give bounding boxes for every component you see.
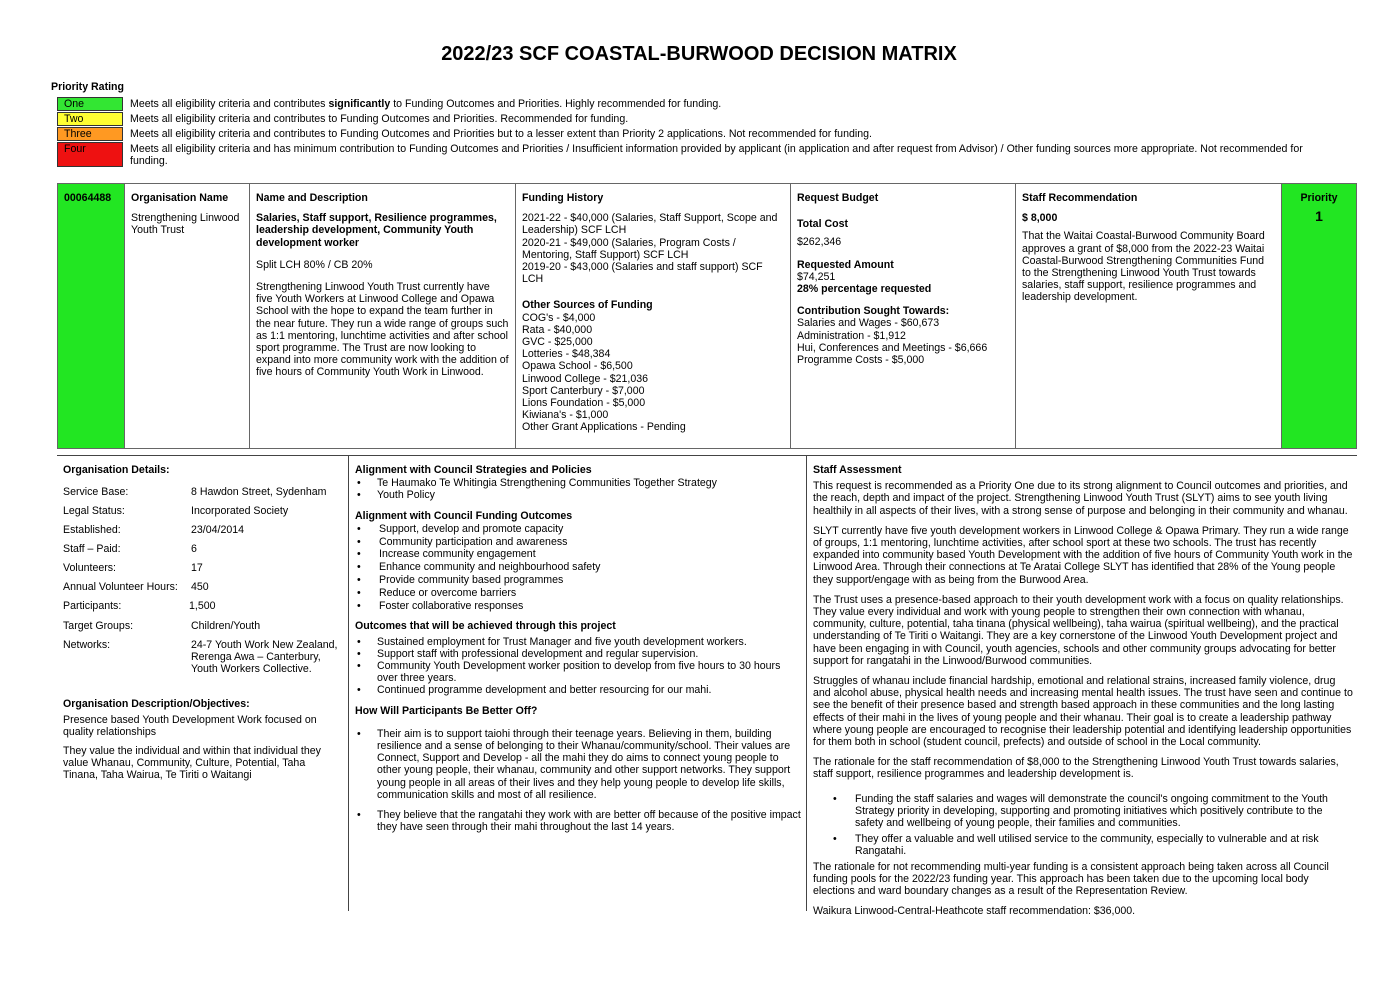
detail-label: Participants: — [63, 600, 122, 612]
funding-history-item: 2021-22 - $40,000 (Salaries, Staff Support, Scope and Leadership) SCF LCH — [522, 212, 778, 237]
staff-recommendation-text: That the Waitai Coastal-Burwood Community Board approves a grant of $8,000 from the 2022-23 Waitai Coastal-Burwood Strengthening Communities Fund to the Strengthening Linwood Youth Trust towards salaries, staff support, resilience programmes and leadership development. — [1022, 230, 1265, 304]
other-source-item: COG's - $4,000 — [522, 311, 596, 324]
contribution-item: Programme Costs - $5,000 — [797, 354, 925, 367]
contribution-header: Contribution Sought Towards: — [797, 305, 950, 318]
detail-label: Target Groups: — [63, 620, 134, 632]
staff-assessment-column — [813, 464, 1353, 926]
priority-text-three: Meets all eligibility criteria and contributes to Funding Outcomes and Priorities but to a lesser extent than Priority 2 applications. Not recommended for funding. — [130, 128, 872, 140]
staff-assessment-bullet: • They offer a valuable and well utilised service to the community, especially to vulnerable and at risk Rangatahi. — [813, 833, 1353, 857]
project-outcome-item: • Continued programme development and better resourcing for our mahi. — [355, 684, 801, 696]
outcome-item: • Support, develop and promote capacity — [355, 523, 801, 536]
staff-assessment-paragraph: The rationale for not recommending multi-year funding is a consistent approach being taken across all Council funding pools for the 2022/23 funding year. This approach has been taken due to the upcoming local body elections and ward boundary changes as a result of the Representation Review. — [813, 860, 1329, 898]
priority-swatch-four: Four — [57, 142, 123, 167]
strategies-heading: Alignment with Council Strategies and Policies — [355, 464, 592, 476]
request-budget-cell — [791, 184, 1016, 448]
staff-recommendation-header: Staff Recommendation — [1022, 192, 1138, 204]
staff-assessment-paragraph: Struggles of whanau include financial hardship, emotional and relational strains, increased family violence, drug and alcohol abuse, physical health needs and increasing mental health issues. The trust have seen and continue to see the benefit of their presence based and strength based approach in these communities and the long lasting effects of their mahi in the lives of young people and their whanau. Their goal is to create a leadership pathway where young people are encouraged to recognise their leadership potential and identifying leadership opportunities for them both in school (student council, prefects) and outside of school in the Local community. — [813, 675, 1353, 749]
requested-amount-label: Requested Amount — [797, 258, 894, 271]
project-outcome-item: • Sustained employment for Trust Manager and five youth development workers. — [355, 636, 801, 648]
application-id: 00064488 — [64, 192, 112, 204]
staff-assessment-bullet: • Funding the staff salaries and wages will demonstrate the council's ongoing commitment to the Youth Strategy priority in developing, supporting and promoting initiatives which positively contribute to the safety and wellbeing of young people, their families and communities. — [813, 793, 1353, 830]
other-source-item: Other Grant Applications - Pending — [522, 421, 686, 434]
organisation-description-heading: Organisation Description/Objectives: — [63, 698, 250, 710]
other-source-item: Opawa School - $6,500 — [522, 360, 633, 373]
other-source-item: Lotteries - $48,384 — [522, 348, 611, 361]
priority-swatch-two: Two — [57, 112, 123, 126]
priority-value: 1 — [1315, 208, 1323, 225]
organisation-description-p2: They value the individual and within that individual they value Whanau, Community, Culture, Potential, Taha Tinana, Taha Wairua, Te Tiriti o Waitangi — [63, 745, 321, 782]
project-outcomes-heading: Outcomes that will be achieved through this project — [355, 620, 616, 633]
column-divider — [806, 456, 807, 911]
other-source-item: Lions Foundation - $5,000 — [522, 397, 646, 410]
contribution-item: Salaries and Wages - $60,673 — [797, 317, 940, 330]
organisation-description-p1: Presence based Youth Development Work focused on quality relationships — [63, 714, 317, 739]
outcome-item: • Reduce or overcome barriers — [355, 587, 801, 600]
detail-value: 1,500 — [189, 600, 216, 612]
detail-label: Established: — [63, 524, 121, 536]
request-budget-header: Request Budget — [797, 192, 879, 204]
other-source-item: GVC - $25,000 — [522, 336, 593, 349]
detail-value: 450 — [191, 581, 209, 593]
priority-swatch-three: Three — [57, 127, 123, 141]
column-divider — [348, 456, 349, 911]
strategy-item: • Te Haumako Te Whitingia Strengthening Communities Together Strategy — [355, 477, 801, 489]
staff-recommendation-amount: $ 8,000 — [1022, 212, 1058, 225]
detail-label: Annual Volunteer Hours: — [63, 581, 178, 593]
detail-label: Volunteers: — [63, 562, 117, 574]
application-table — [57, 183, 1357, 449]
detail-value: 23/04/2014 — [191, 524, 245, 536]
staff-assessment-heading: Staff Assessment — [813, 464, 902, 476]
priority-text-one-bold: significantly — [328, 98, 391, 110]
project-outcomes-list — [355, 636, 801, 697]
priority-text-one — [130, 98, 1320, 110]
other-source-item: Kiwiana's - $1,000 — [522, 409, 609, 422]
funding-history-item: 2020-21 - $49,000 (Salaries, Program Costs / Mentoring, Staff Support) SCF LCH — [522, 236, 736, 261]
detail-value: 6 — [191, 543, 197, 555]
requested-amount-value: $74,251 — [797, 270, 836, 283]
better-off-item: • Their aim is to support taiohi through their teenage years. Believing in them, building resilience and a sense of belonging to their Whanau/community/school. Their values are Connect, Support and Develop - all the mahi they do aims to connect young people to other young people, their whanau, community and other support networks. They support young people in all areas of their lives and they help young people to develop life skills, communication skills and most of all resilience. — [355, 728, 801, 801]
priority-header: Priority — [1300, 192, 1338, 204]
outcome-item: • Community participation and awareness — [355, 536, 801, 549]
section-divider — [57, 455, 1357, 456]
outcome-item: • Increase community engagement — [355, 548, 801, 561]
description-header: Name and Description — [256, 192, 368, 204]
priority-text-one-pre: Meets all eligibility criteria and contributes — [130, 98, 329, 110]
outcomes-list — [355, 523, 801, 613]
staff-assessment-paragraph: The Trust uses a presence-based approach to their youth development work with a focus on quality relationships. They value every individual and work with young people to strengthen their own connection with whanau, community, culture, potential, taha tinana (physical wellbeing), taha wairua (spiritual wellbeing), and the practical understanding of Te Tiriti o Waitangi. They are a key cornerstone of the Linwood Youth Development project and have been engaging in with Council, youth agencies, schools and other community groups advocating for better support for rangatahi in the Linwood/Burwood communities. — [813, 593, 1344, 667]
other-sources-header: Other Sources of Funding — [522, 299, 653, 312]
contribution-item: Hui, Conferences and Meetings - $6,666 — [797, 341, 988, 354]
priority-rating-heading: Priority Rating — [51, 81, 124, 93]
other-source-item: Linwood College - $21,036 — [522, 372, 649, 385]
detail-label: Legal Status: — [63, 505, 125, 517]
better-off-list — [355, 728, 801, 834]
funding-split: Split LCH 80% / CB 20% — [256, 258, 373, 271]
outcomes-heading: Alignment with Council Funding Outcomes — [355, 509, 573, 522]
contribution-item: Administration - $1,912 — [797, 329, 906, 342]
better-off-heading: How Will Participants Be Better Off? — [355, 704, 538, 717]
strategy-item: • Youth Policy — [355, 489, 801, 501]
funding-history-header: Funding History — [522, 192, 604, 204]
project-outcome-item: • Support staff with professional development and regular supervision. — [355, 648, 801, 660]
project-description: Strengthening Linwood Youth Trust currently have five Youth Workers at Linwood College and Opawa School with the hope to expand the team further in the near future. They run a wide range of groups such as 1:1 mentoring, lunchtime activities and after school sport programme. The Trust are now looking to expand into more community work with the addition of five hours of Community Youth Work in Linwood. — [256, 281, 509, 379]
organisation-name-header: Organisation Name — [131, 192, 229, 204]
detail-value: 24-7 Youth Work New Zealand, Rerenga Awa – Canterbury, Youth Workers Collective. — [191, 639, 338, 676]
other-sources-list — [522, 312, 784, 434]
organisation-name: Strengthening Linwood Youth Trust — [131, 212, 240, 237]
better-off-item: • They believe that the rangatahi they work with are better off because of the positive impact they have seen through their mahi throughout the last 14 years. — [355, 809, 801, 833]
staff-assessment-paragraph: Waikura Linwood-Central-Heathcote staff recommendation: $36,000. — [813, 905, 1136, 918]
staff-assessment-bullets — [813, 793, 1353, 858]
detail-value: 8 Hawdon Street, Sydenham — [191, 486, 327, 498]
document-title: 2022/23 SCF COASTAL-BURWOOD DECISION MATRIX — [441, 43, 957, 65]
outcome-item: • Enhance community and neighbourhood safety — [355, 561, 801, 574]
percentage-requested: 28% percentage requested — [797, 283, 932, 296]
staff-assessment-paragraph: This request is recommended as a Priority One due to its strong alignment to Council outcomes and priorities, and the reach, depth and impact of the project. Strengthening Linwood Youth Trust (SLYT) aims to see youth living healthily in all aspects of their lives, with a strong sense of purpose and belonging in their community and whanau. — [813, 480, 1348, 517]
outcome-item: • Foster collaborative responses — [355, 600, 801, 613]
funding-history-list — [522, 212, 784, 285]
priority-cell — [1282, 184, 1356, 448]
organisation-name-cell — [125, 184, 250, 448]
funding-history-item: 2019-20 - $43,000 (Salaries and staff support) SCF LCH — [522, 261, 763, 286]
detail-value: 17 — [191, 562, 203, 574]
detail-label: Service Base: — [63, 486, 129, 498]
detail-value: Children/Youth — [191, 620, 261, 632]
other-source-item: Rata - $40,000 — [522, 323, 593, 336]
strategies-list — [355, 477, 801, 501]
priority-swatch-one: One — [57, 97, 123, 111]
detail-value: Incorporated Society — [191, 505, 289, 517]
project-outcome-item: • Community Youth Development worker position to develop from five hours to 30 hours over three years. — [355, 660, 801, 684]
detail-label: Staff – Paid: — [63, 543, 121, 555]
alignment-column — [355, 464, 801, 833]
other-source-item: Sport Canterbury - $7,000 — [522, 384, 645, 397]
outcome-item: • Provide community based programmes — [355, 574, 801, 587]
organisation-details-heading: Organisation Details: — [63, 464, 170, 476]
priority-text-four: Meets all eligibility criteria and has minimum contribution to Funding Outcomes and Priorities / Insufficient information provided by applicant (in application and after request from Advisor) / Other funding sources more appropriate. Not recommended for funding. — [130, 143, 1303, 168]
funding-history-cell — [516, 184, 791, 448]
project-title: Salaries, Staff support, Resilience programmes, leadership development, Community Youth development worker — [256, 212, 497, 249]
staff-recommendation-cell — [1016, 184, 1282, 448]
description-cell — [250, 184, 516, 448]
contribution-list — [797, 317, 1009, 366]
detail-label: Networks: — [63, 639, 111, 651]
total-cost-label: Total Cost — [797, 218, 849, 231]
priority-text-two: Meets all eligibility criteria and contributes to Funding Outcomes and Priorities. Recommended for funding. — [130, 113, 629, 125]
priority-text-one-post: to Funding Outcomes and Priorities. Highly recommended for funding. — [390, 98, 722, 110]
application-id-cell — [58, 184, 125, 448]
staff-assessment-paragraph: SLYT currently have five youth development workers in Linwood College & Opawa Primary. They run a wide range of groups, 1:1 mentoring, lunchtime activities, after school sport at these two schools. The trust has recently expanded into community based Youth Development with the addition of five hours of Community Youth work in the Linwood Area. Through their connections at Te Aratai College SLYT has identified that 28% of the Young people they support/engage with as being from the Burwood Area. — [813, 524, 1353, 586]
total-cost-value: $262,346 — [797, 236, 842, 249]
staff-assessment-paragraph: The rationale for the staff recommendation of $8,000 to the Strengthening Linwood Youth Trust towards salaries, staff support, resilience programmes and leadership development is. — [813, 756, 1339, 781]
